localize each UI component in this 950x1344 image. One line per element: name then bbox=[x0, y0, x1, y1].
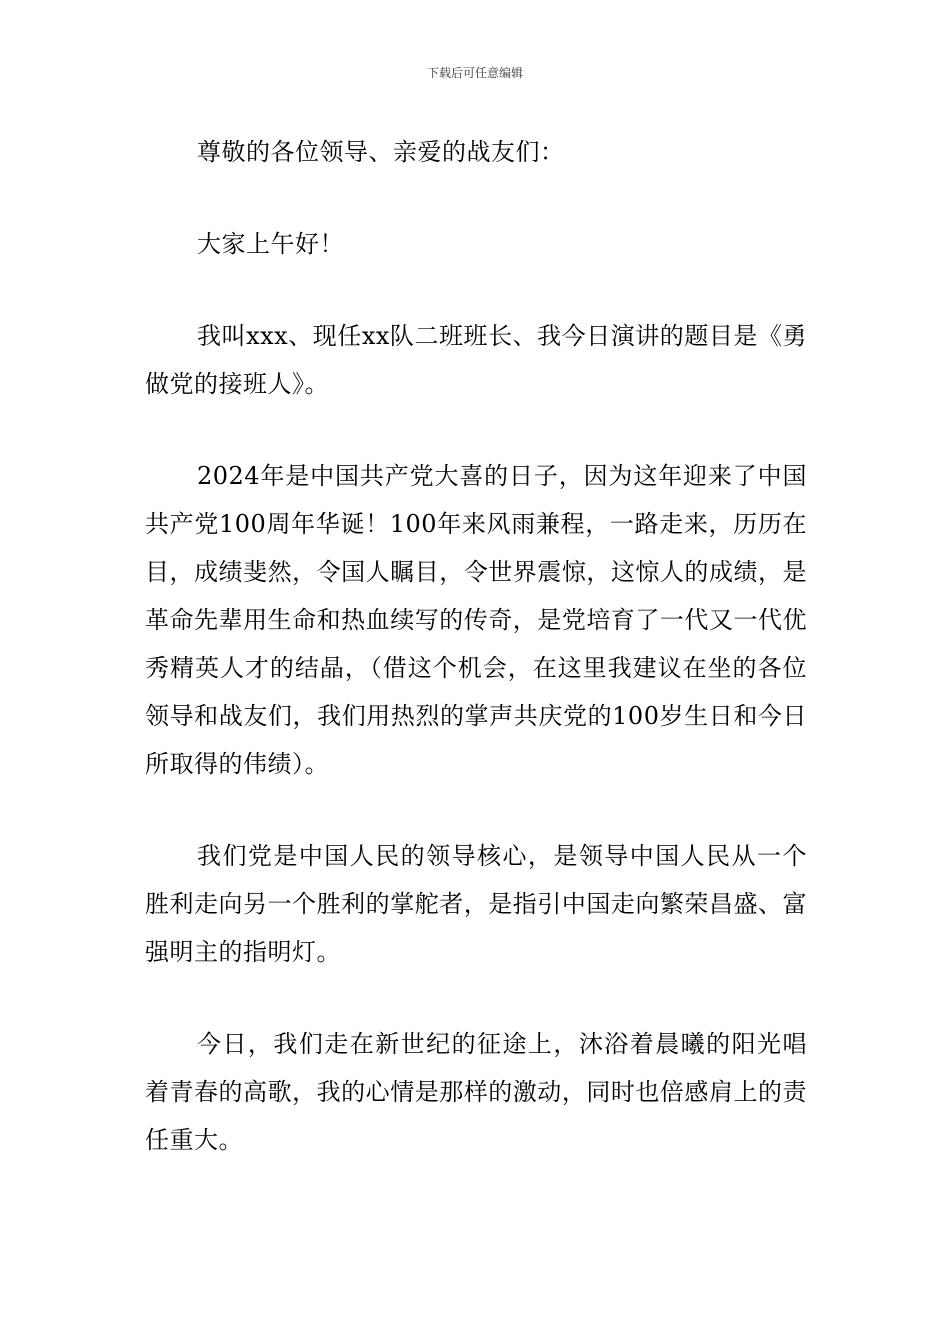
new-era-paragraph: 今日，我们走在新世纪的征途上，沐浴着晨曦的阳光唱着青春的高歌，我的心情是那样的激动，同时也倍感肩上的责任重大。 bbox=[145, 1030, 807, 1154]
greeting-paragraph: 大家上午好！ bbox=[197, 230, 344, 258]
document-body bbox=[145, 128, 807, 1208]
party-role-paragraph: 我们党是中国人民的领导核心，是领导中国人民从一个胜利走向另一个胜利的掌舵者，是指引中国走向繁荣昌盛、富强明主的指明灯。 bbox=[145, 842, 807, 966]
anniversary-paragraph: 2024年是中国共产党大喜的日子，因为这年迎来了中国共产党100周年华诞！100年来风雨兼程，一路走来，历历在目，成绩斐然，令国人瞩目，令世界震惊，这惊人的成绩，是革命先辈用生命和热血续写的传奇，是党培育了一代又一代优秀精英人才的结晶，（借这个机会，在这里我建议在坐的各位领导和战友们，我们用热烈的掌声共庆党的100岁生日和今日所取得的伟绩）。 bbox=[145, 462, 807, 778]
self-introduction-paragraph: 我叫xxx、现任xx队二班班长、我今日演讲的题目是《勇做党的接班人》。 bbox=[145, 322, 807, 398]
salutation-paragraph: 尊敬的各位领导、亲爱的战友们： bbox=[197, 138, 565, 166]
download-note: 下载后可任意编辑 bbox=[426, 66, 523, 80]
